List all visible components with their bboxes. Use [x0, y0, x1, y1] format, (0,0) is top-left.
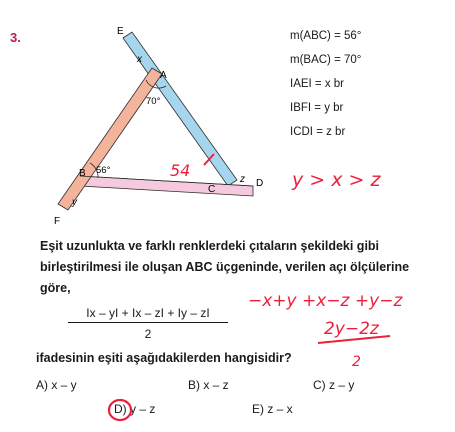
hw-numerator: 2y−2z [324, 319, 379, 339]
option-a-letter: A) [36, 378, 48, 392]
option-d-letter: D) [114, 402, 127, 416]
hw-order: y > x > z [292, 169, 381, 191]
given-angle-abc: m(ABC) = 56° [290, 30, 362, 42]
option-a-text: x – y [51, 378, 77, 392]
option-b-letter: B) [188, 378, 200, 392]
hw-sum: −x+y +x−z +y−z [248, 291, 403, 311]
segment-y-label: y [72, 197, 77, 208]
point-e-label: E [117, 26, 124, 37]
given-bf: IBFI = y br [290, 102, 344, 114]
point-a-label: A [160, 70, 167, 81]
option-c-letter: C) [313, 378, 326, 392]
option-c-text: z – y [329, 378, 355, 392]
angle-a-label: 70° [146, 96, 161, 107]
point-c-label: C [208, 184, 216, 195]
hw-denominator: 2 [352, 354, 361, 370]
segment-x-label: x [137, 54, 142, 65]
angle-b-label: 56° [96, 165, 111, 176]
hw-tick-mark [204, 154, 214, 165]
question-number: 3. [10, 30, 21, 45]
question-stem: Eşit uzunlukta ve farklı renklerdeki çıtaların şekildeki gibi birleştirilmesi ile oluşan ABC üçgeninde, verilen açı ölçülerine göre, [40, 239, 410, 295]
option-b-text: x – z [203, 378, 229, 392]
segment-z-label: z [240, 174, 245, 185]
expression-numerator: Ix – yI + Ix – zI + Iy – zI [68, 306, 228, 323]
option-e-letter: E) [252, 402, 264, 416]
hw-circle-option-d [109, 400, 131, 420]
point-d-label: D [256, 178, 264, 189]
hw-angle-note: 54 [170, 161, 191, 180]
point-f-label: F [54, 216, 61, 227]
option-e-text: z – x [267, 402, 293, 416]
given-angle-bac: m(BAC) = 70° [290, 54, 362, 66]
option-d-text: y – z [130, 402, 156, 416]
point-b-label: B [79, 168, 86, 179]
given-cd: ICDI = z br [290, 126, 346, 138]
given-ae: IAEI = x br [290, 78, 345, 90]
question-ask: ifadesinin eşiti aşağıdakilerden hangisidir? [36, 351, 292, 365]
expression-denominator: 2 [144, 327, 152, 341]
